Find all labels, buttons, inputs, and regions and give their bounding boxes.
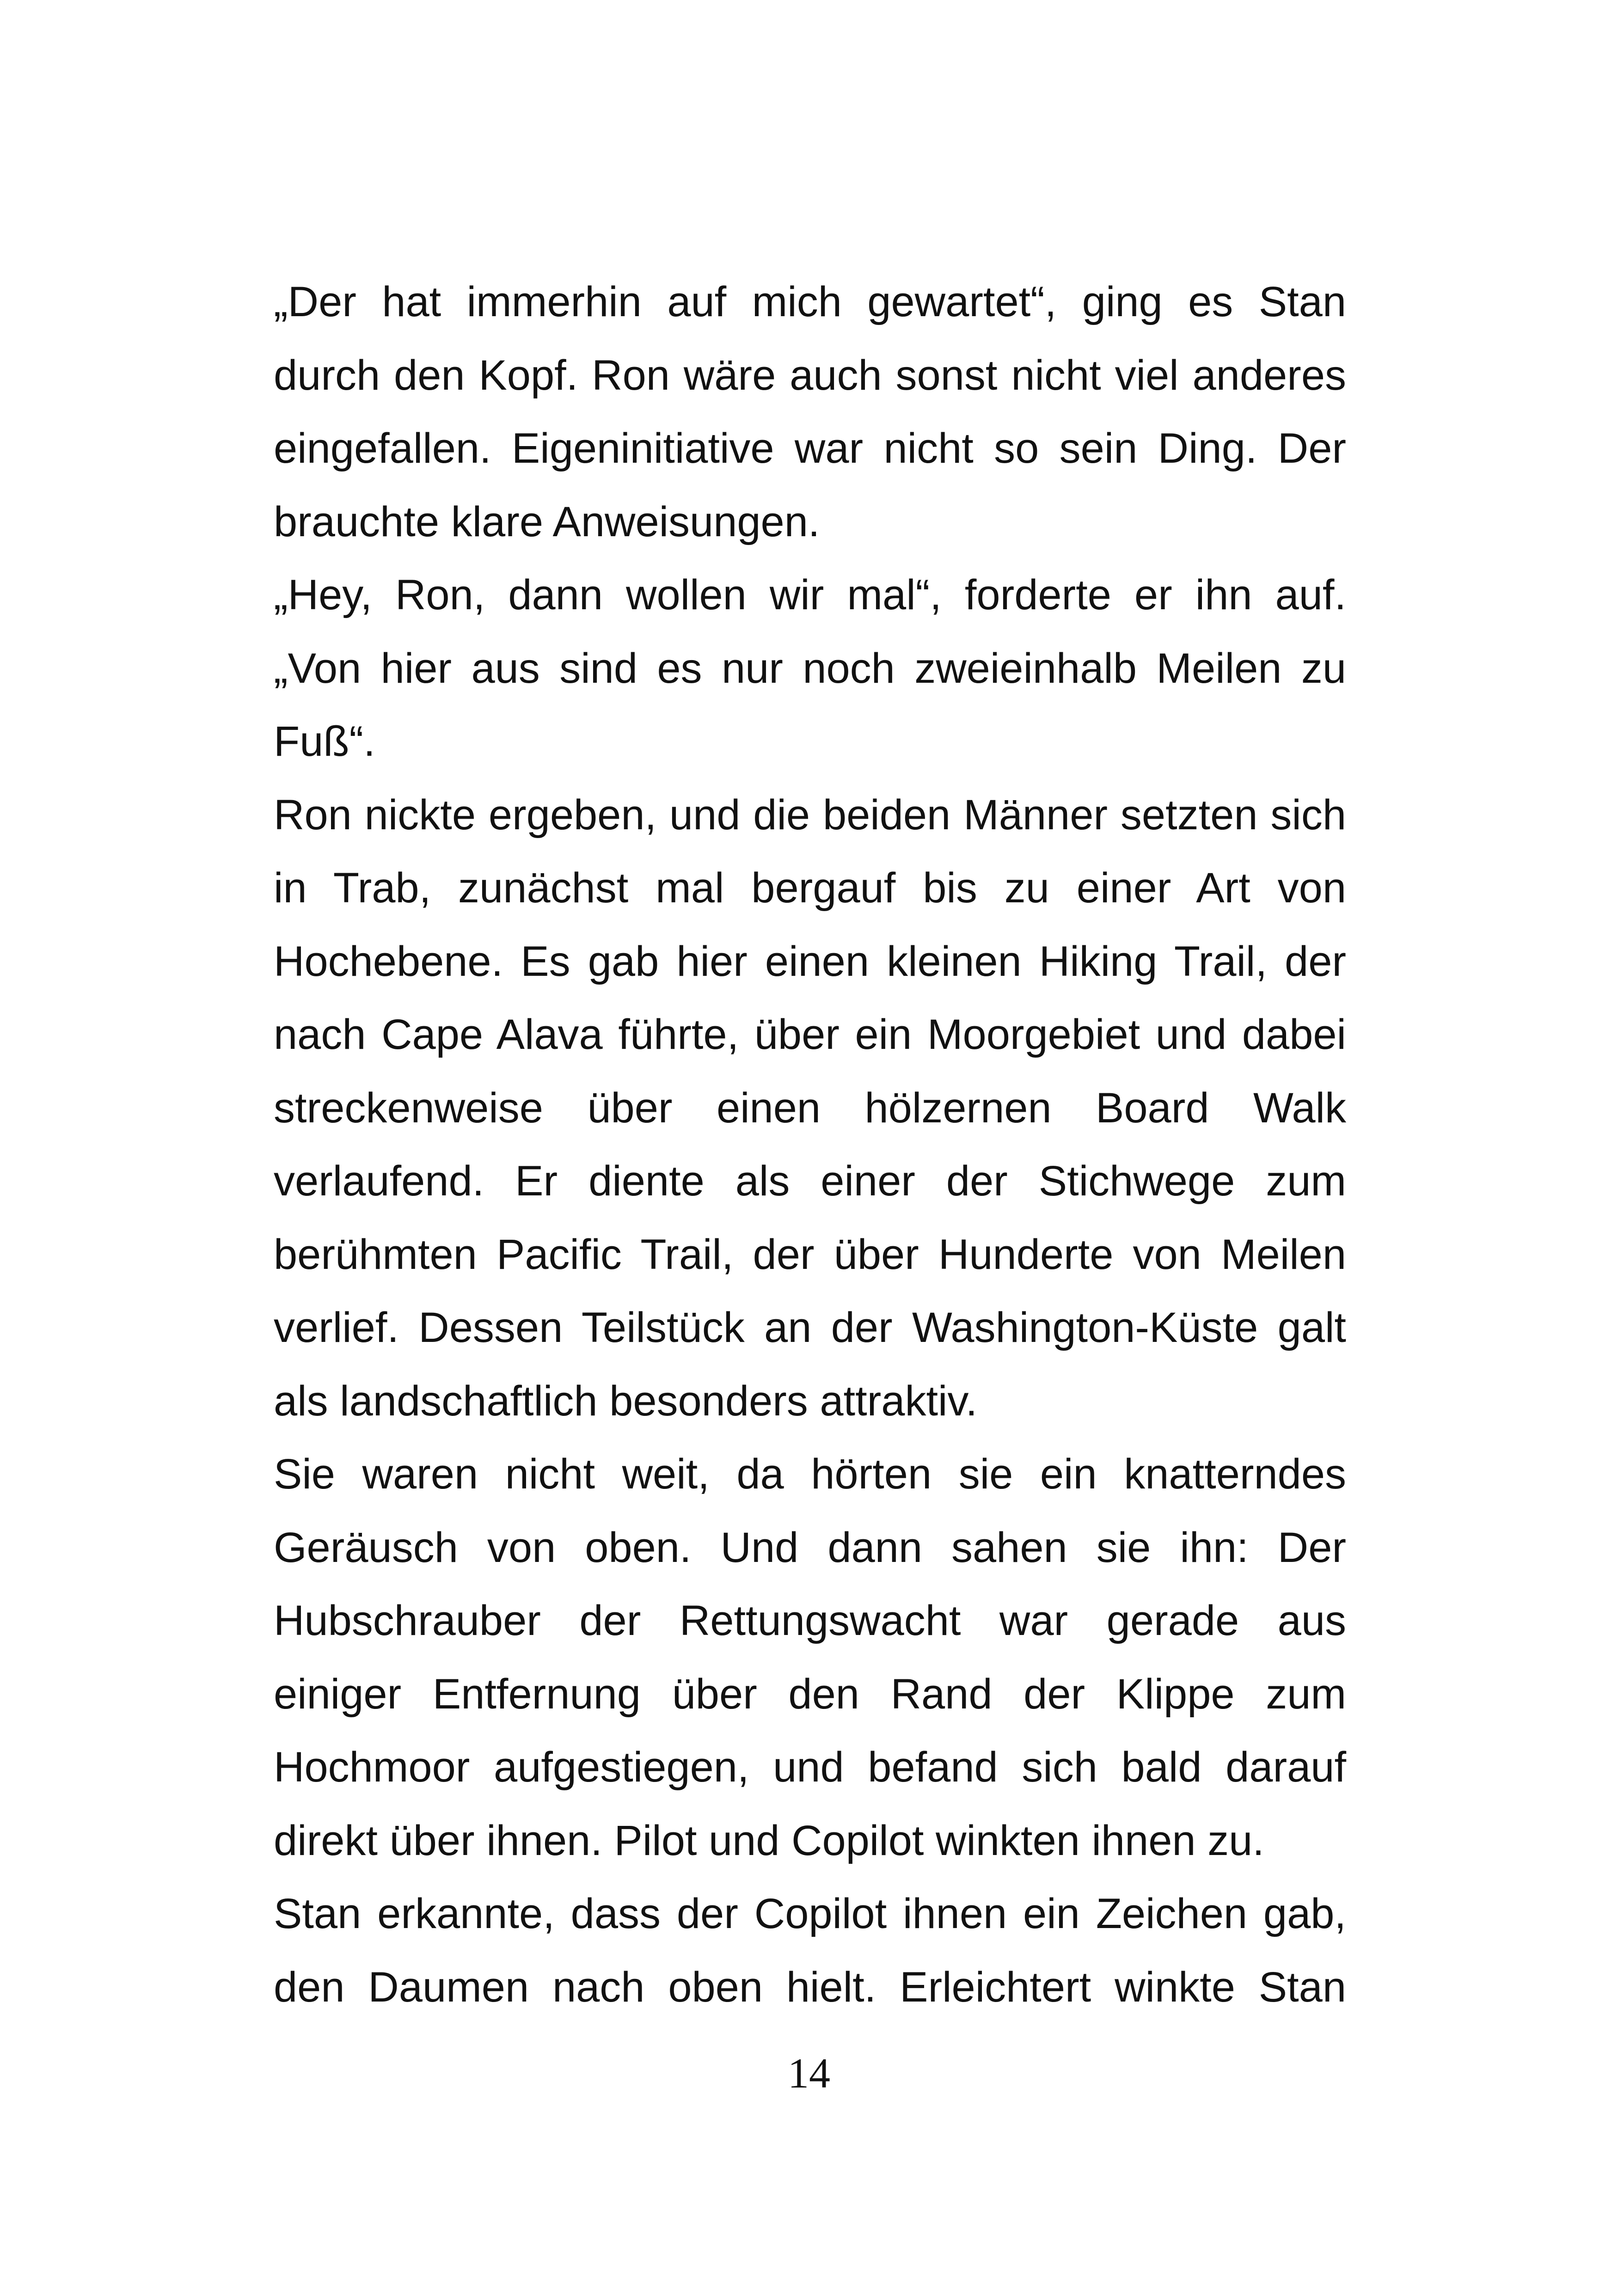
text-line: als landschaftlich besonders attraktiv. [274,1377,978,1425]
body-text [274,265,1346,2024]
text-line: „Hey, Ron, dann wollen wir mal“, forderte er ihn auf. [274,571,1346,618]
text-line: brauchte klare Anweisungen. [274,498,820,545]
text-line: Hubschrauber der Rettungswacht war gerade aus [274,1597,1346,1644]
text-line: eingefallen. Eigeninitiative war nicht so sein Ding. Der [274,425,1346,472]
text-line: Sie waren nicht weit, da hörten sie ein knatterndes [274,1451,1346,1498]
text-line: direkt über ihnen. Pilot und Copilot winkten ihnen zu. [274,1817,1264,1864]
text-line: Hochebene. Es gab hier einen kleinen Hiking Trail, der [274,937,1346,985]
page-number: 14 [788,2050,830,2097]
text-line: Fuß“. [274,718,375,765]
text-line: den Daumen nach oben hielt. Erleichtert winkte Stan [274,1963,1346,2011]
text-line: nach Cape Alava führte, über ein Moorgebiet und dabei [274,1011,1346,1058]
text-line: „Der hat immerhin auf mich gewartet“, ging es Stan [274,278,1346,325]
text-line: verlaufend. Er diente als einer der Stichwege zum [274,1157,1346,1205]
text-line: streckenweise über einen hölzernen Board Walk [274,1084,1346,1132]
text-line: verlief. Dessen Teilstück an der Washington-Küste galt [274,1304,1346,1351]
text-line: durch den Kopf. Ron wäre auch sonst nicht viel anderes [274,351,1346,399]
text-line: berühmten Pacific Trail, der über Hunderte von Meilen [274,1231,1346,1278]
text-line: Hochmoor aufgestiegen, und befand sich bald darauf [274,1744,1346,1791]
text-line: in Trab, zunächst mal bergauf bis zu einer Art von [274,864,1346,912]
text-line: Stan erkannte, dass der Copilot ihnen ein Zeichen gab, [274,1890,1346,1937]
text-line: „Von hier aus sind es nur noch zweieinhalb Meilen zu [274,644,1346,692]
text-line: Ron nickte ergeben, und die beiden Männer setzten sich [274,791,1346,839]
text-line: Geräusch von oben. Und dann sahen sie ihn: Der [274,1524,1346,1571]
text-line: einiger Entfernung über den Rand der Klippe zum [274,1670,1346,1718]
